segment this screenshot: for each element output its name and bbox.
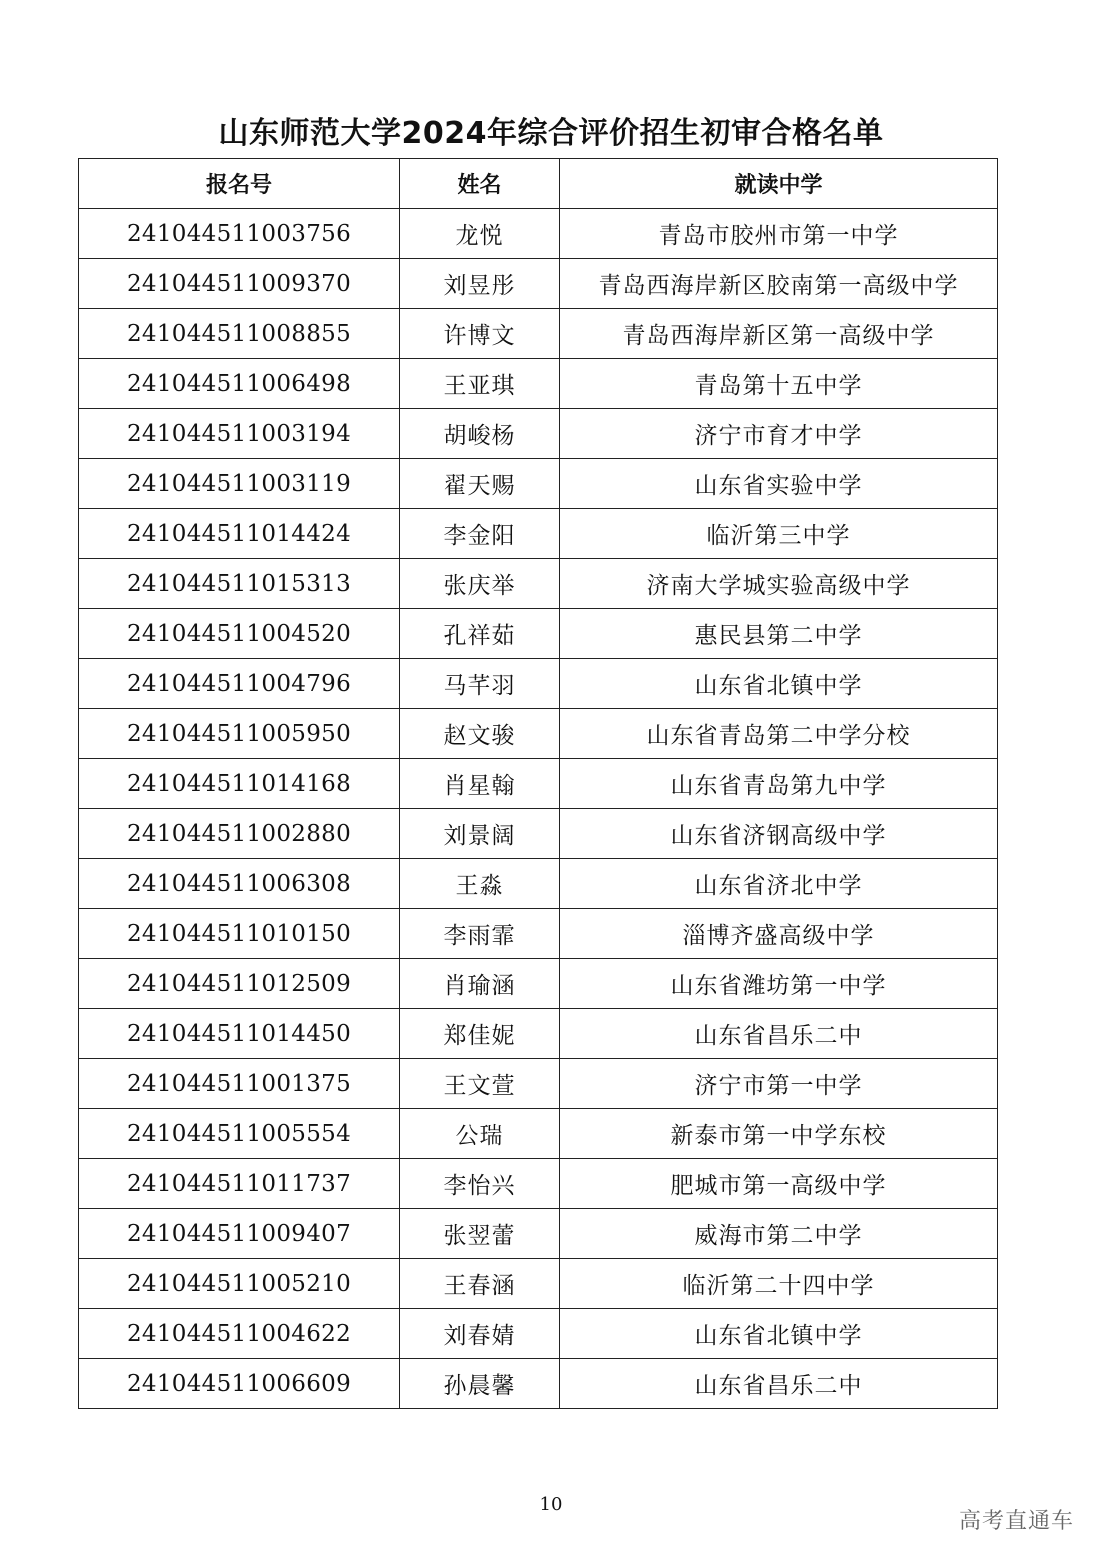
school-name-cell: 济宁市第一中学	[560, 1059, 998, 1109]
student-name-cell: 王淼	[400, 859, 560, 909]
registration-number-cell: 241044511006308	[79, 859, 400, 909]
registration-number-cell: 241044511010150	[79, 909, 400, 959]
table-row	[79, 1309, 998, 1359]
table-header	[79, 159, 998, 209]
school-name-cell: 山东省潍坊第一中学	[560, 959, 998, 1009]
school-name-cell: 济宁市育才中学	[560, 409, 998, 459]
student-name-cell: 李金阳	[400, 509, 560, 559]
table-row	[79, 1259, 998, 1309]
table-row	[79, 1209, 998, 1259]
student-name-cell: 郑佳妮	[400, 1009, 560, 1059]
admission-list-table	[78, 158, 998, 1409]
school-name-cell: 肥城市第一高级中学	[560, 1159, 998, 1209]
registration-number-cell: 241044511002880	[79, 809, 400, 859]
school-name-cell: 青岛市胶州市第一中学	[560, 209, 998, 259]
table-row	[79, 759, 998, 809]
school-name-cell: 山东省北镇中学	[560, 659, 998, 709]
table-row	[79, 609, 998, 659]
student-name-cell: 王亚琪	[400, 359, 560, 409]
registration-number-cell: 241044511014424	[79, 509, 400, 559]
registration-number-cell: 241044511004622	[79, 1309, 400, 1359]
table-row	[79, 1159, 998, 1209]
school-name-cell: 新泰市第一中学东校	[560, 1109, 998, 1159]
registration-number-cell: 241044511003194	[79, 409, 400, 459]
table-row	[79, 559, 998, 609]
table-body	[79, 209, 998, 1409]
registration-number-cell: 241044511011737	[79, 1159, 400, 1209]
registration-number-cell: 241044511003119	[79, 459, 400, 509]
table-row	[79, 509, 998, 559]
student-name-cell: 李怡兴	[400, 1159, 560, 1209]
page-number: 10	[539, 1494, 563, 1515]
school-name-cell: 山东省青岛第九中学	[560, 759, 998, 809]
header-name: 姓名	[400, 159, 560, 209]
school-name-cell: 青岛西海岸新区第一高级中学	[560, 309, 998, 359]
table-row	[79, 709, 998, 759]
registration-number-cell: 241044511004796	[79, 659, 400, 709]
student-name-cell: 公瑞	[400, 1109, 560, 1159]
table-row	[79, 459, 998, 509]
student-name-cell: 张翌蕾	[400, 1209, 560, 1259]
table-row	[79, 1359, 998, 1409]
registration-number-cell: 241044511006609	[79, 1359, 400, 1409]
student-name-cell: 王文萱	[400, 1059, 560, 1109]
table-row	[79, 259, 998, 309]
school-name-cell: 淄博齐盛高级中学	[560, 909, 998, 959]
table-row	[79, 209, 998, 259]
student-name-cell: 王春涵	[400, 1259, 560, 1309]
school-name-cell: 山东省济北中学	[560, 859, 998, 909]
student-name-cell: 孙晨馨	[400, 1359, 560, 1409]
document-title: 山东师范大学2024年综合评价招生初审合格名单	[218, 116, 884, 151]
header-row	[79, 159, 998, 209]
student-name-cell: 刘景阔	[400, 809, 560, 859]
student-name-cell: 刘春婧	[400, 1309, 560, 1359]
student-name-cell: 肖星翰	[400, 759, 560, 809]
registration-number-cell: 241044511005554	[79, 1109, 400, 1159]
registration-number-cell: 241044511012509	[79, 959, 400, 1009]
student-name-cell: 刘昱彤	[400, 259, 560, 309]
student-name-cell: 赵文骏	[400, 709, 560, 759]
header-registration-number: 报名号	[79, 159, 400, 209]
school-name-cell: 山东省实验中学	[560, 459, 998, 509]
school-name-cell: 山东省青岛第二中学分校	[560, 709, 998, 759]
school-name-cell: 济南大学城实验高级中学	[560, 559, 998, 609]
student-name-cell: 张庆举	[400, 559, 560, 609]
student-name-cell: 孔祥茹	[400, 609, 560, 659]
table-row	[79, 909, 998, 959]
table-row	[79, 1059, 998, 1109]
table-row	[79, 1109, 998, 1159]
registration-number-cell: 241044511001375	[79, 1059, 400, 1109]
student-name-cell: 胡峻杨	[400, 409, 560, 459]
student-name-cell: 许博文	[400, 309, 560, 359]
school-name-cell: 山东省北镇中学	[560, 1309, 998, 1359]
table-row	[79, 409, 998, 459]
registration-number-cell: 241044511014168	[79, 759, 400, 809]
table-row	[79, 1009, 998, 1059]
registration-number-cell: 241044511004520	[79, 609, 400, 659]
registration-number-cell: 241044511009407	[79, 1209, 400, 1259]
school-name-cell: 山东省昌乐二中	[560, 1009, 998, 1059]
student-name-cell: 翟天赐	[400, 459, 560, 509]
table-row	[79, 359, 998, 409]
registration-number-cell: 241044511009370	[79, 259, 400, 309]
school-name-cell: 惠民县第二中学	[560, 609, 998, 659]
school-name-cell: 青岛西海岸新区胶南第一高级中学	[560, 259, 998, 309]
table-row	[79, 959, 998, 1009]
registration-number-cell: 241044511006498	[79, 359, 400, 409]
school-name-cell: 山东省济钢高级中学	[560, 809, 998, 859]
watermark: 高考直通车	[958, 1509, 1074, 1534]
table-row	[79, 859, 998, 909]
table-row	[79, 309, 998, 359]
registration-number-cell: 241044511008855	[79, 309, 400, 359]
registration-number-cell: 241044511005950	[79, 709, 400, 759]
student-name-cell: 马芊羽	[400, 659, 560, 709]
student-name-cell: 肖瑜涵	[400, 959, 560, 1009]
registration-number-cell: 241044511005210	[79, 1259, 400, 1309]
student-name-cell: 龙悦	[400, 209, 560, 259]
registration-number-cell: 241044511014450	[79, 1009, 400, 1059]
registration-number-cell: 241044511003756	[79, 209, 400, 259]
school-name-cell: 青岛第十五中学	[560, 359, 998, 409]
student-name-cell: 李雨霏	[400, 909, 560, 959]
registration-number-cell: 241044511015313	[79, 559, 400, 609]
school-name-cell: 山东省昌乐二中	[560, 1359, 998, 1409]
table-row	[79, 659, 998, 709]
school-name-cell: 临沂第三中学	[560, 509, 998, 559]
school-name-cell: 威海市第二中学	[560, 1209, 998, 1259]
header-school: 就读中学	[560, 159, 998, 209]
school-name-cell: 临沂第二十四中学	[560, 1259, 998, 1309]
table-row	[79, 809, 998, 859]
